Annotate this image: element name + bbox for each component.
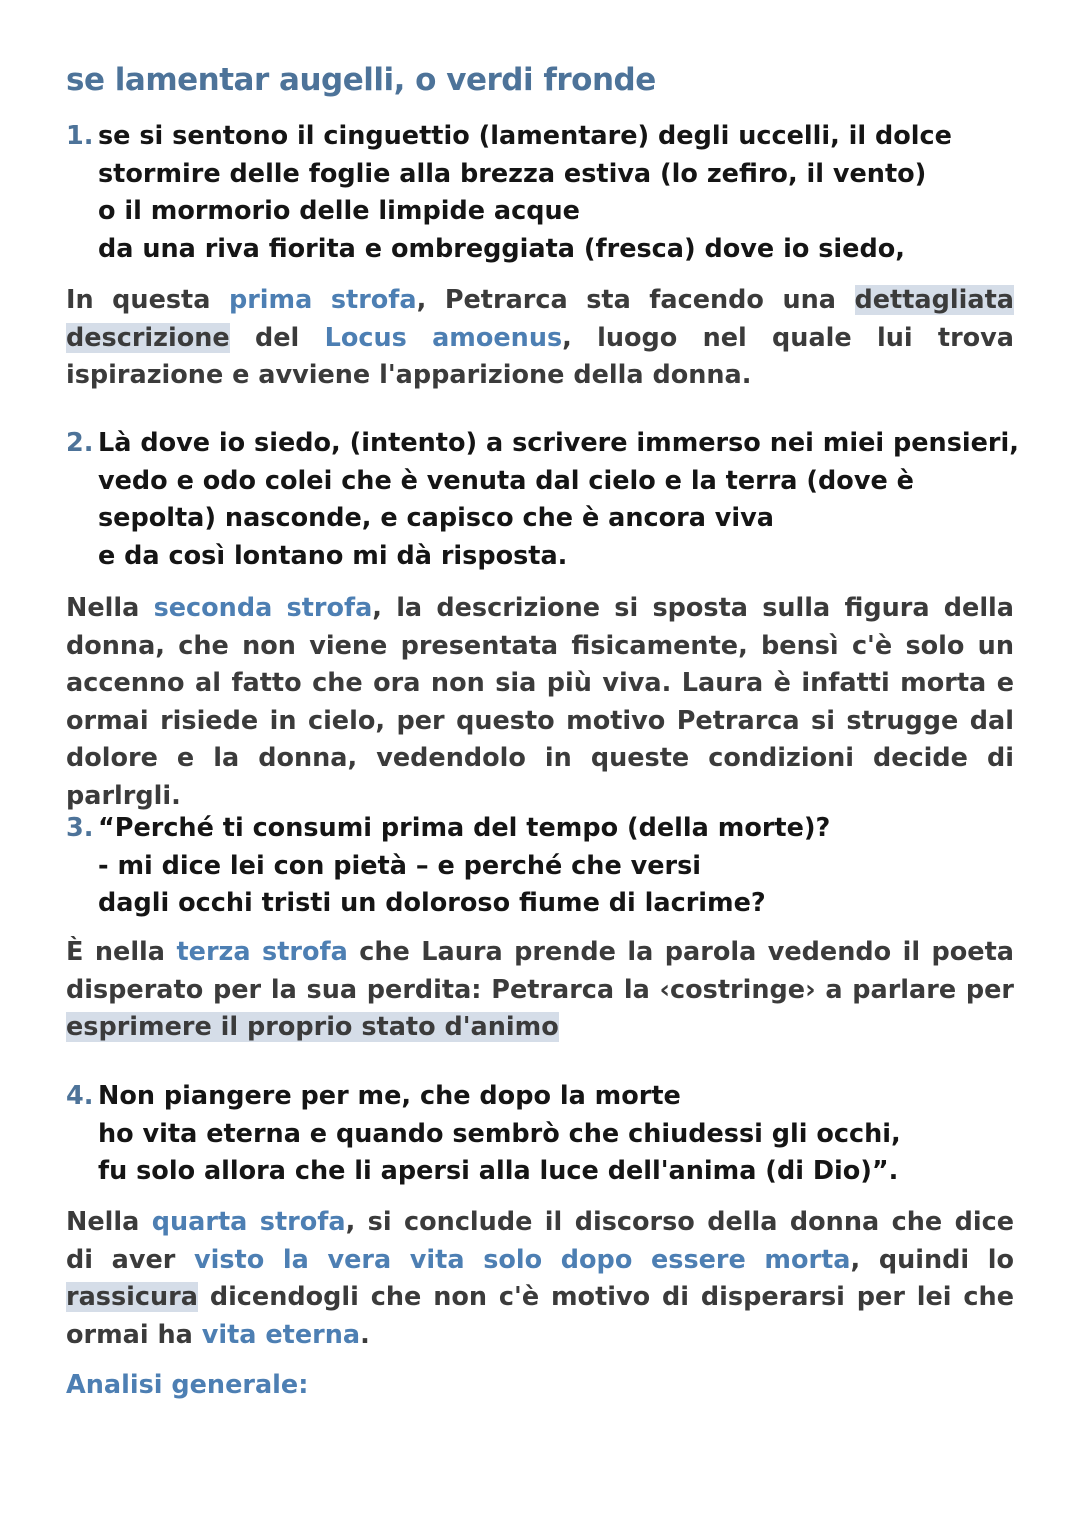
text: dicendogli che non c'è motivo di disperarsi per lei che ormai ha: [66, 1282, 1014, 1350]
stanza-number: 4.: [66, 1081, 94, 1111]
verse-line: vedo e odo colei che è venuta dal cielo e la terra (dove è: [98, 465, 914, 496]
verse-line: “Perché ti consumi prima del tempo (della morte)?: [98, 813, 831, 843]
highlight-term: prima strofa: [228, 285, 417, 315]
text: È nella: [66, 937, 177, 967]
stanza-4: [66, 1078, 1026, 1191]
verse-line: dagli occhi tristi un doloroso fiume di lacrime?: [98, 888, 766, 918]
commentary-4: [66, 1204, 1014, 1354]
highlight-term: quarta strofa: [151, 1207, 346, 1237]
text: Nella: [66, 593, 154, 623]
verse-line: fu solo allora che li apersi alla luce dell'anima (di Dio)”.: [98, 1156, 899, 1186]
text: , Petrarca sta facendo una: [416, 285, 855, 315]
commentary-1: [66, 282, 1014, 395]
text: , si conclude il discorso della donna che dice di aver: [66, 1207, 1015, 1275]
text: .: [360, 1319, 370, 1350]
text: , luogo nel quale lui trova ispirazione e avviene l'apparizione della donna.: [66, 322, 1015, 390]
stanza-number: 3.: [66, 813, 94, 843]
stanza-1: [66, 118, 1026, 268]
highlight-term: Locus amoenus: [324, 322, 563, 353]
verse-line: Non piangere per me, che dopo la morte: [98, 1081, 681, 1111]
verse-line: o il mormorio delle limpide acque: [98, 196, 580, 226]
verse-line: - mi dice lei con pietà – e perché che versi: [98, 850, 702, 881]
verse-line: Là dove io siedo, (intento) a scrivere immerso nei miei pensieri,: [98, 428, 1019, 458]
stanza-number: 1.: [66, 121, 94, 151]
verse-line: da una riva fiorita e ombreggiata (fresca) dove io siedo,: [98, 233, 905, 264]
verse-line: e da così lontano mi dà risposta.: [98, 540, 568, 571]
highlight-phrase: rassicura: [66, 1282, 198, 1312]
highlight-phrase: esprimere il proprio stato d'animo: [66, 1012, 559, 1042]
stanza-2: [66, 425, 1026, 575]
page-title: se lamentar augelli, o verdi fronde: [66, 62, 656, 98]
text: del: [229, 322, 325, 353]
commentary-3: [66, 934, 1014, 1047]
text: , la descrizione si sposta sulla figura della donna, che non viene presentata fisicamente, bensì c'è solo un accenno al fatto che ora non sia più viva. Laura è infatti morta e ormai risiede in cielo, per questo motivo Petrarca si strugge dal dolore e la donna, vedendolo in queste condizioni decide di parlrgli.: [66, 593, 1015, 811]
text: In questa: [66, 285, 229, 315]
highlight-term: vita eterna: [201, 1319, 361, 1350]
stanza-number: 2.: [66, 428, 94, 458]
stanza-3: [66, 810, 1026, 923]
commentary-2: [66, 590, 1014, 815]
text: che Laura prende la parola vedendo il poeta disperato per la sua perdita: Petrarca la ‹costringe› a parlare per: [66, 937, 1014, 1005]
verse-line: se si sentono il cinguettio (lamentare) degli uccelli, il dolce: [98, 121, 952, 151]
highlight-term: seconda strofa: [153, 593, 373, 623]
verse-line: ho vita eterna e quando sembrò che chiudessi gli occhi,: [98, 1118, 901, 1149]
section-heading: Analisi generale:: [66, 1370, 309, 1400]
highlight-phrase: dettagliata descrizione: [66, 285, 1014, 353]
text: , quindi lo: [850, 1244, 1015, 1275]
verse-line: sepolta) nasconde, e capisco che è ancora viva: [98, 503, 774, 533]
verse-line: stormire delle foglie alla brezza estiva (lo zefiro, il vento): [98, 158, 927, 189]
highlight-term: terza strofa: [176, 937, 348, 967]
text: Nella: [66, 1207, 152, 1237]
highlight-phrase: visto la vera vita solo dopo essere morta: [193, 1244, 851, 1275]
